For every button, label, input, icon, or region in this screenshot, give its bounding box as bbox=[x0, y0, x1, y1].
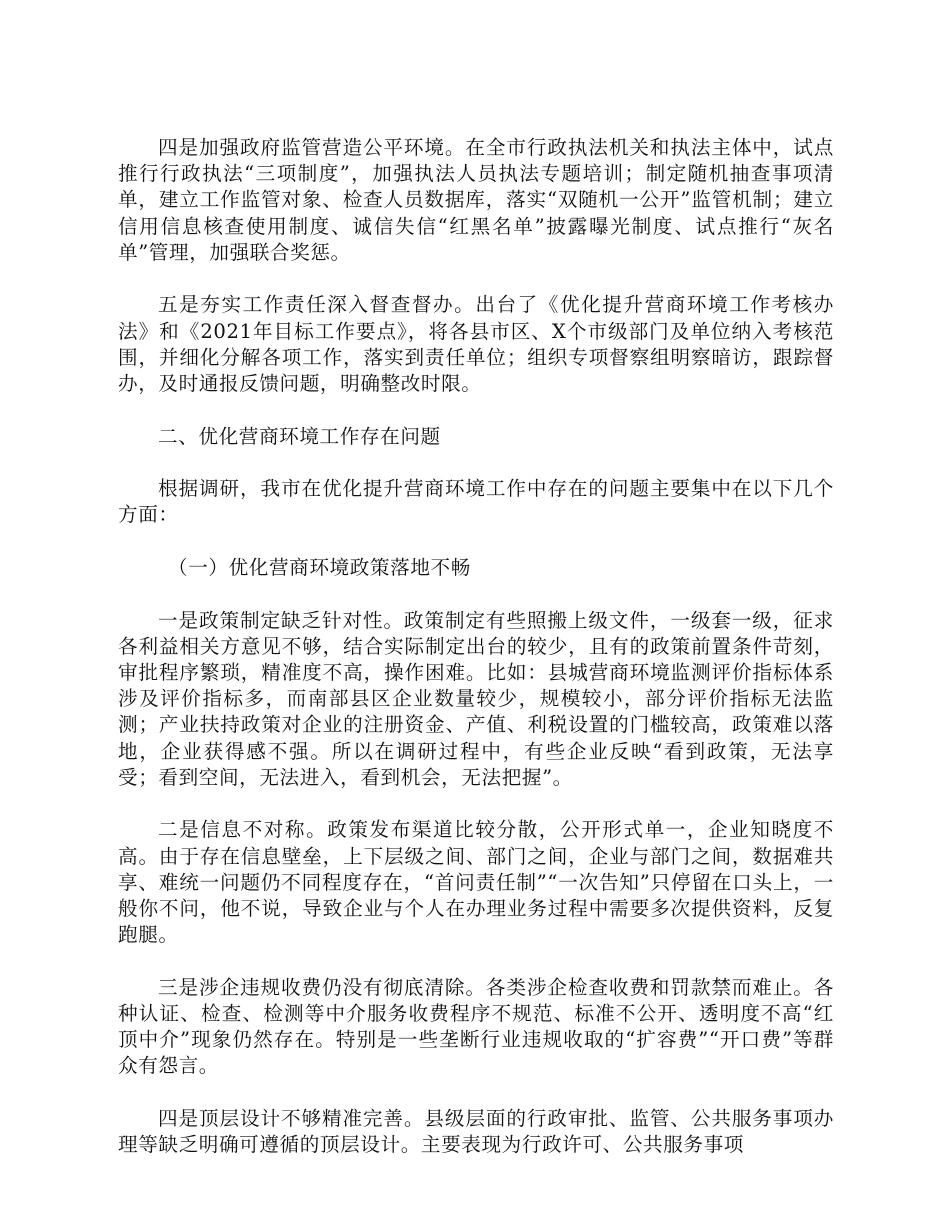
paragraph-policy-targeting: 一是政策制定缺乏针对性。政策制定有些照搬上级文件，一级套一级，征求各利益相关方意见不够，结合实际制定出台的较少，且有的政策前置条件苛刻，审批程序繁琐，精准度不高，操作困难。比如：县城营商环境监测评价指标体系涉及评价指标多，而南部县区企业数量较少，规模较小，部分评价指标无法监测；产业扶持政策对企业的注册资金、产值、利税设置的门槛较高，政策难以落地，企业获得感不强。所以在调研过程中，有些企业反映“看到政策，无法享受；看到空间，无法进入，看到机会，无法把握”。 bbox=[118, 608, 834, 789]
paragraph-research-intro: 根据调研，我市在优化提升营商环境工作中存在的问题主要集中在以下几个方面： bbox=[118, 477, 834, 527]
paragraph-top-level-design: 四是顶层设计不够精准完善。县级层面的行政审批、监管、公共服务事项办理等缺乏明确可遵循的顶层设计。主要表现为行政许可、公共服务事项 bbox=[118, 1107, 834, 1157]
paragraph-information-asymmetry: 二是信息不对称。政策发布渠道比较分散，公开形式单一，企业知晓度不高。由于存在信息壁垒，上下层级之间、部门之间，企业与部门之间，数据难共享、难统一问题仍不同程度存在，“首问责任制”“一次告知”只停留在口头上，一般你不问，他不说，导致企业与个人在办理业务过程中需要多次提供资料，反复跑腿。 bbox=[118, 818, 834, 947]
paragraph-responsibility: 五是夯实工作责任深入督查督办。出台了《优化提升营商环境工作考核办法》和《2021年目标工作要点》，将各县市区、X个市级部门及单位纳入考核范围，并细化分解各项工作，落实到责任单位；组织专项督察组明察暗访，跟踪督办，及时通报反馈问题，明确整改时限。 bbox=[118, 293, 834, 396]
subsection-heading-policy: （一）优化营商环境政策落地不畅 bbox=[168, 556, 471, 579]
section-heading-problems: 二、优化营商环境工作存在问题 bbox=[158, 424, 441, 448]
document-body bbox=[118, 135, 834, 1185]
paragraph-illegal-fees: 三是涉企违规收费仍没有彻底清除。各类涉企检查收费和罚款禁而难止。各种认证、检查、检测等中介服务收费程序不规范、标准不公开、透明度不高“红顶中介”现象仍然存在。特别是一些垄断行业违规收取的“扩容费”“开口费”等群众有怨言。 bbox=[118, 975, 834, 1078]
paragraph-supervision: 四是加强政府监管营造公平环境。在全市行政执法机关和执法主体中，试点推行行政执法“三项制度”，加强执法人员执法专题培训；制定随机抽查事项清单，建立工作监管对象、检查人员数据库，落实“双随机一公开”监管机制；建立信用信息核查使用制度、诚信失信“红黑名单”披露曝光制度、试点推行“灰名单”管理，加强联合奖惩。 bbox=[118, 136, 834, 264]
